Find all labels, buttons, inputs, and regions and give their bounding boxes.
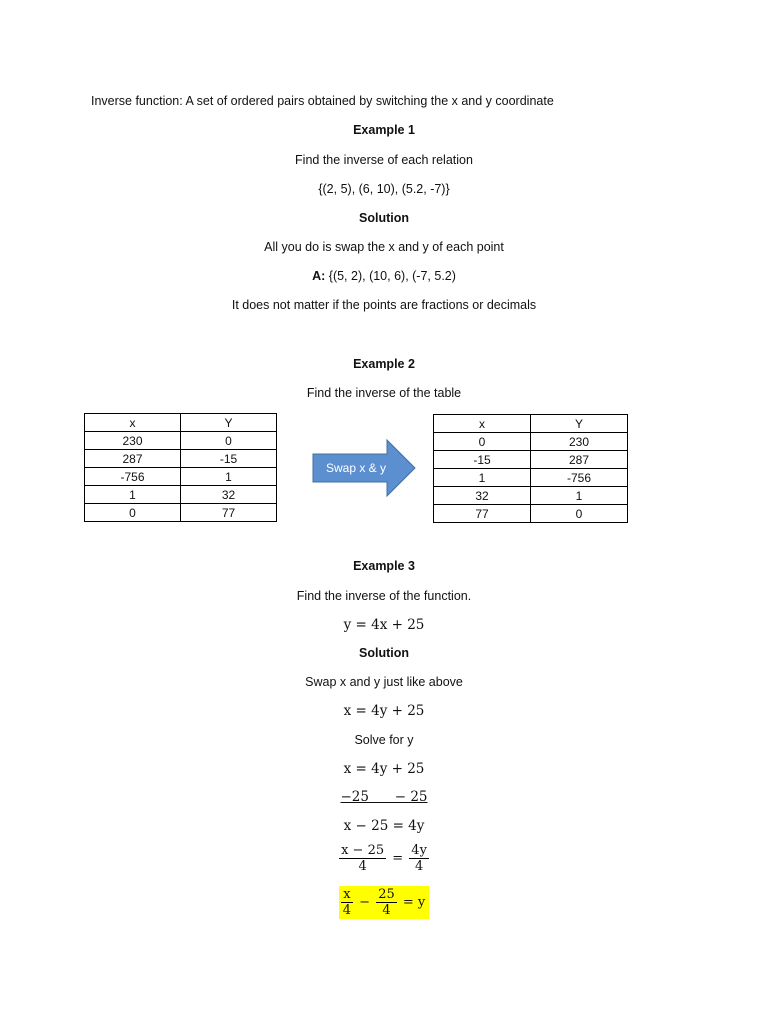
- table-cell: -15: [181, 450, 277, 468]
- table-header-cell: x: [85, 414, 181, 432]
- original-table: [84, 413, 277, 522]
- table-cell: 287: [531, 451, 628, 469]
- fraction: [409, 843, 429, 874]
- table-cell: 0: [181, 432, 277, 450]
- table-header-cell: Y: [181, 414, 277, 432]
- equation-swapped: x = 4y + 25: [343, 703, 425, 719]
- example-1-answer: [0, 268, 768, 284]
- equation-original: y = 4x + 25: [343, 617, 425, 633]
- example-2-prompt: Find the inverse of the table: [306, 386, 462, 400]
- table-row: [434, 451, 628, 469]
- table-row: [434, 487, 628, 505]
- example-1-step: All you do is swap the x and y of each point: [264, 240, 504, 254]
- fraction-numerator: x: [341, 887, 353, 903]
- table-row: [85, 432, 277, 450]
- table-cell: 287: [85, 450, 181, 468]
- table-cell: 0: [531, 505, 628, 523]
- definition-text: Inverse function: A set of ordered pairs obtained by switching the x and y coordinate: [91, 94, 554, 108]
- table-cell: 0: [434, 433, 531, 451]
- table-row: [85, 468, 277, 486]
- table-cell: 230: [531, 433, 628, 451]
- fraction: [376, 887, 397, 918]
- table-cell: 0: [85, 504, 181, 522]
- table-row: [434, 505, 628, 523]
- example-1-heading: Example 1: [353, 123, 415, 137]
- table-cell: -15: [434, 451, 531, 469]
- example-2-heading: Example 2: [353, 357, 415, 371]
- table-row: [434, 469, 628, 487]
- table-header-row: [85, 414, 277, 432]
- fraction-denominator: 4: [342, 903, 352, 918]
- fraction-numerator: x − 25: [341, 843, 385, 858]
- example-1-relation: {(2, 5), (6, 10), (5.2, -7)}: [318, 182, 450, 196]
- equation-divide: [0, 843, 768, 874]
- example-3-step-solve: Solve for y: [354, 733, 414, 747]
- fraction: [341, 887, 353, 918]
- table-cell: 32: [434, 487, 531, 505]
- fraction-denominator: 4: [358, 859, 367, 874]
- table-row: [434, 433, 628, 451]
- table-header-row: [434, 415, 628, 433]
- highlighted-final-answer: [339, 886, 430, 919]
- table-cell: 1: [181, 468, 277, 486]
- example-3-step-swap: Swap x and y just like above: [305, 675, 463, 689]
- table-row: [85, 450, 277, 468]
- minus-sign: −: [359, 895, 371, 910]
- equation-subtract: −25 − 25: [340, 789, 428, 805]
- equation-subtract-row: [0, 789, 768, 805]
- fraction-numerator: 25: [378, 887, 395, 902]
- table-cell: 1: [531, 487, 628, 505]
- example-1-solution-heading: Solution: [359, 211, 409, 225]
- table-cell: -756: [85, 468, 181, 486]
- fraction: [339, 843, 386, 874]
- table-row: [85, 486, 277, 504]
- arrow-label: Swap x & y: [325, 461, 387, 475]
- example-3-solution-heading: Solution: [359, 646, 409, 660]
- table-cell: 77: [181, 504, 277, 522]
- table-cell: 230: [85, 432, 181, 450]
- inverse-table: [433, 414, 628, 523]
- table-cell: 32: [181, 486, 277, 504]
- table-header-cell: Y: [531, 415, 628, 433]
- equals-y: = y: [402, 895, 426, 910]
- swap-arrow: [312, 439, 416, 497]
- table-cell: 77: [434, 505, 531, 523]
- fraction-denominator: 4: [414, 859, 424, 874]
- equals-sign: =: [392, 851, 404, 866]
- equation-solve-start: x = 4y + 25: [343, 761, 425, 777]
- equation-final-answer-row: [0, 886, 768, 919]
- table-row: [85, 504, 277, 522]
- answer-label: A:: [312, 269, 326, 283]
- table-cell: -756: [531, 469, 628, 487]
- equation-isolated: x − 25 = 4y: [343, 818, 425, 834]
- table-cell: 1: [434, 469, 531, 487]
- example-3-prompt: Find the inverse of the function.: [296, 589, 472, 603]
- example-1-prompt: Find the inverse of each relation: [295, 153, 473, 167]
- answer-value: {(5, 2), (10, 6), (-7, 5.2): [325, 269, 456, 283]
- fraction-denominator: 4: [382, 903, 391, 918]
- fraction-numerator: 4y: [411, 843, 427, 858]
- example-1-note: It does not matter if the points are fractions or decimals: [231, 298, 537, 312]
- table-cell: 1: [85, 486, 181, 504]
- example-3-heading: Example 3: [353, 559, 415, 573]
- table-header-cell: x: [434, 415, 531, 433]
